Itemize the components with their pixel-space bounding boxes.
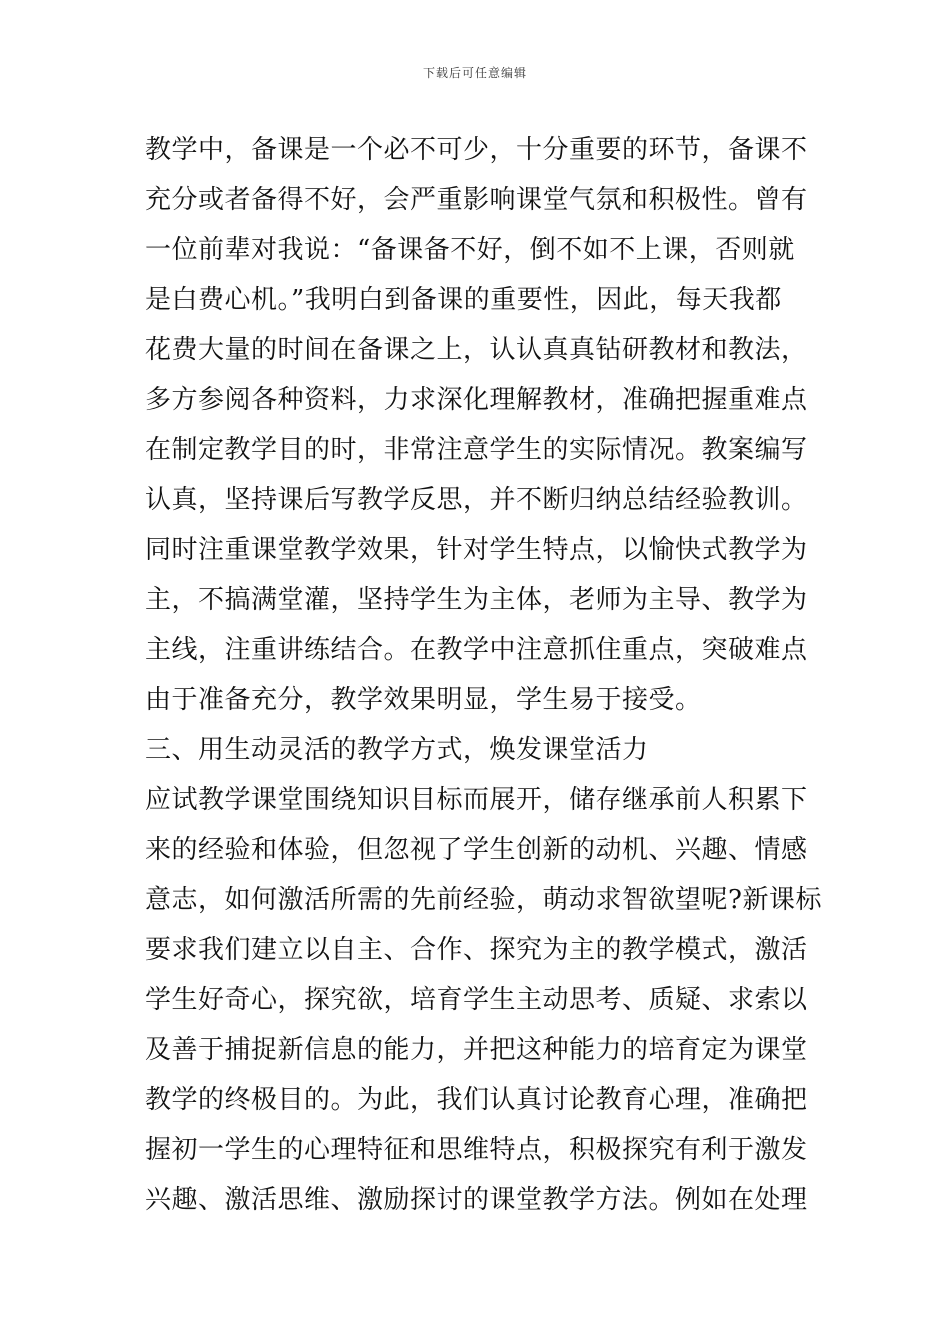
section-heading: 三、用生动灵活的教学方式，焕发课堂活力 <box>145 735 649 765</box>
text-line: 学生好奇心，探究欲，培育学生主动思考、质疑、求索以 <box>145 985 808 1015</box>
text-line: 由于准备充分，教学效果明显，学生易于接受。 <box>145 685 702 715</box>
text-line: 花费大量的时间在备课之上，认认真真钻研教材和教法， <box>145 335 808 365</box>
text-line: 应试教学课堂围绕知识目标而展开，储存继承前人积累下 <box>145 785 808 815</box>
text-line: 来的经验和体验，但忽视了学生创新的动机、兴趣、情感 <box>145 835 808 865</box>
text-line: 认真，坚持课后写教学反思，并不断归纳总结经验教训。 <box>145 485 808 515</box>
text-line: 在制定教学目的时，非常注意学生的实际情况。教案编写 <box>145 435 808 465</box>
text-line: 一位前辈对我说：“备课备不好，倒不如不上课，否则就 <box>145 235 795 265</box>
text-line: 充分或者备得不好，会严重影响课堂气氛和积极性。曾有 <box>145 185 808 215</box>
text-line: 同时注重课堂教学效果，针对学生特点，以愉快式教学为 <box>145 535 808 565</box>
text-line: 主线，注重讲练结合。在教学中注意抓住重点，突破难点 <box>145 635 808 665</box>
text-line: 意志，如何激活所需的先前经验，萌动求智欲望呢?新课标 <box>145 885 822 915</box>
text-line: 主，不搞满堂灌，坚持学生为主体，老师为主导、教学为 <box>145 585 808 615</box>
text-line: 教学的终极目的。为此，我们认真讨论教育心理，准确把 <box>145 1085 808 1115</box>
text-line: 是白费心机。”我明白到备课的重要性，因此，每天我都 <box>145 285 782 315</box>
text-line: 握初一学生的心理特征和思维特点，积极探究有利于激发 <box>145 1135 808 1165</box>
page-header: 下载后可任意编辑 <box>422 66 527 80</box>
text-line: 教学中，备课是一个必不可少，十分重要的环节，备课不 <box>145 135 808 165</box>
text-line: 及善于捕捉新信息的能力，并把这种能力的培育定为课堂 <box>145 1035 808 1065</box>
text-line: 兴趣、激活思维、激励探讨的课堂教学方法。例如在处理 <box>145 1185 808 1215</box>
text-line: 要求我们建立以自主、合作、探究为主的教学模式，激活 <box>145 935 808 965</box>
document-body <box>145 125 825 1225</box>
text-line: 多方参阅各种资料，力求深化理解教材，准确把握重难点 <box>145 385 808 415</box>
